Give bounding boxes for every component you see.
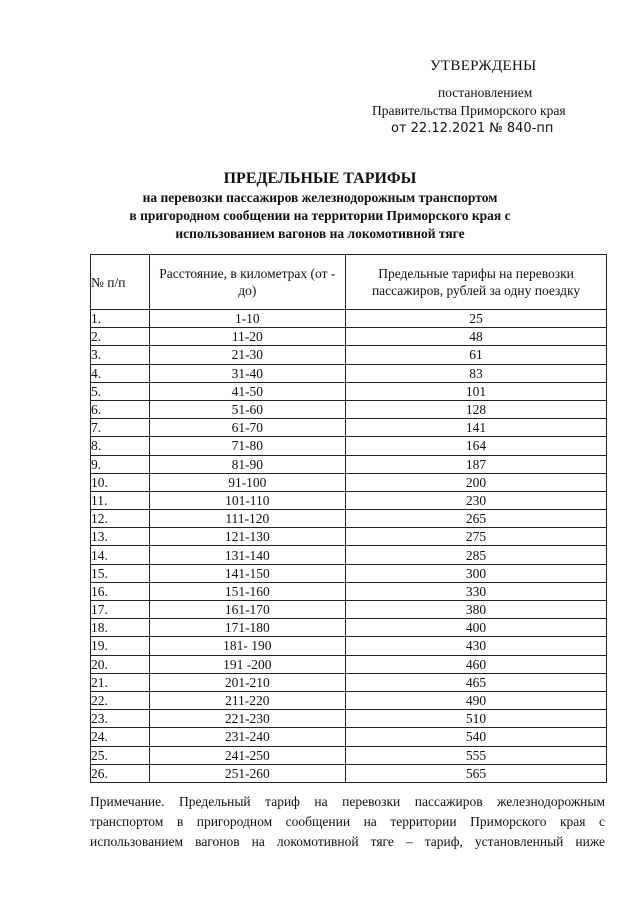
- cell-price: 128: [346, 400, 607, 418]
- cell-price: 200: [346, 473, 607, 491]
- cell-num: 24.: [91, 728, 150, 746]
- cell-price: 490: [346, 691, 607, 709]
- tariff-table: [90, 254, 607, 783]
- cell-price: 275: [346, 528, 607, 546]
- table-row: [91, 382, 607, 400]
- cell-num: 26.: [91, 764, 150, 782]
- cell-num: 14.: [91, 546, 150, 564]
- header-price: Предельные тарифы на перевозки пассажиров, рублей за одну поездку: [346, 255, 607, 310]
- header-num: № п/п: [91, 255, 150, 310]
- cell-distance: 51-60: [149, 400, 346, 418]
- cell-distance: 191 -200: [149, 655, 346, 673]
- cell-num: 22.: [91, 691, 150, 709]
- table-row: [91, 564, 607, 582]
- table-row: [91, 764, 607, 782]
- cell-num: 19.: [91, 637, 150, 655]
- cell-distance: 61-70: [149, 419, 346, 437]
- document-title: ПРЕДЕЛЬНЫЕ ТАРИФЫ: [223, 170, 417, 187]
- cell-num: 11.: [91, 491, 150, 509]
- cell-distance: 31-40: [149, 364, 346, 382]
- cell-distance: 121-130: [149, 528, 346, 546]
- table-row: [91, 637, 607, 655]
- table-row: [91, 619, 607, 637]
- cell-distance: 141-150: [149, 564, 346, 582]
- header-distance: Расстояние, в километрах (от - до): [149, 255, 346, 310]
- cell-price: 83: [346, 364, 607, 382]
- cell-price: 380: [346, 601, 607, 619]
- cell-num: 2.: [91, 328, 150, 346]
- cell-price: 101: [346, 382, 607, 400]
- document-subtitle-line-1: на перевозки пассажиров железнодорожным транспортом: [142, 190, 498, 205]
- table-row: [91, 364, 607, 382]
- approval-decree-number: от 22.12.2021 № 840-пп: [391, 121, 554, 136]
- table-row: [91, 491, 607, 509]
- cell-distance: 161-170: [149, 601, 346, 619]
- approval-title: УТВЕРЖДЕНЫ: [430, 58, 537, 74]
- cell-distance: 181- 190: [149, 637, 346, 655]
- table-row: [91, 746, 607, 764]
- cell-num: 16.: [91, 582, 150, 600]
- cell-num: 25.: [91, 746, 150, 764]
- table-row: [91, 473, 607, 491]
- table-row: [91, 601, 607, 619]
- cell-distance: 21-30: [149, 346, 346, 364]
- cell-distance: 81-90: [149, 455, 346, 473]
- table-row: [91, 655, 607, 673]
- cell-distance: 171-180: [149, 619, 346, 637]
- cell-price: 565: [346, 764, 607, 782]
- cell-distance: 91-100: [149, 473, 346, 491]
- cell-price: 430: [346, 637, 607, 655]
- table-row: [91, 691, 607, 709]
- cell-price: 540: [346, 728, 607, 746]
- cell-distance: 131-140: [149, 546, 346, 564]
- cell-distance: 241-250: [149, 746, 346, 764]
- cell-price: 61: [346, 346, 607, 364]
- cell-num: 17.: [91, 601, 150, 619]
- table-row: [91, 419, 607, 437]
- cell-num: 20.: [91, 655, 150, 673]
- table-row: [91, 546, 607, 564]
- cell-num: 6.: [91, 400, 150, 418]
- table-row: [91, 328, 607, 346]
- cell-price: 285: [346, 546, 607, 564]
- cell-distance: 111-120: [149, 510, 346, 528]
- note-line-2: транспортом в пригородном сообщении на территории Приморского края с: [90, 814, 605, 829]
- cell-distance: 231-240: [149, 728, 346, 746]
- cell-price: 25: [346, 310, 607, 328]
- cell-num: 7.: [91, 419, 150, 437]
- table-row: [91, 710, 607, 728]
- table-header-row: [91, 255, 607, 310]
- cell-num: 9.: [91, 455, 150, 473]
- table-row: [91, 728, 607, 746]
- table-row: [91, 346, 607, 364]
- cell-price: 510: [346, 710, 607, 728]
- cell-num: 23.: [91, 710, 150, 728]
- cell-price: 300: [346, 564, 607, 582]
- table-row: [91, 400, 607, 418]
- table-row: [91, 582, 607, 600]
- cell-price: 330: [346, 582, 607, 600]
- cell-distance: 221-230: [149, 710, 346, 728]
- cell-distance: 251-260: [149, 764, 346, 782]
- cell-distance: 101-110: [149, 491, 346, 509]
- cell-price: 164: [346, 437, 607, 455]
- cell-num: 13.: [91, 528, 150, 546]
- cell-num: 15.: [91, 564, 150, 582]
- cell-price: 265: [346, 510, 607, 528]
- cell-price: 141: [346, 419, 607, 437]
- table-row: [91, 310, 607, 328]
- cell-price: 400: [346, 619, 607, 637]
- cell-distance: 151-160: [149, 582, 346, 600]
- table-row: [91, 437, 607, 455]
- approval-line-1: постановлением: [438, 85, 533, 100]
- cell-distance: 201-210: [149, 673, 346, 691]
- cell-price: 230: [346, 491, 607, 509]
- cell-distance: 211-220: [149, 691, 346, 709]
- table-row: [91, 455, 607, 473]
- document-subtitle-line-3: использованием вагонов на локомотивной тяге: [175, 226, 465, 241]
- cell-price: 460: [346, 655, 607, 673]
- cell-num: 4.: [91, 364, 150, 382]
- cell-num: 21.: [91, 673, 150, 691]
- note-line-3: использованием вагонов на локомотивной тяге – тариф, установленный ниже: [90, 834, 605, 849]
- cell-num: 10.: [91, 473, 150, 491]
- note-paragraph: [90, 792, 605, 852]
- table-row: [91, 510, 607, 528]
- cell-price: 187: [346, 455, 607, 473]
- table-row: [91, 528, 607, 546]
- cell-num: 12.: [91, 510, 150, 528]
- document-subtitle-line-2: в пригородном сообщении на территории Приморского края с: [129, 208, 511, 223]
- cell-distance: 1-10: [149, 310, 346, 328]
- cell-distance: 41-50: [149, 382, 346, 400]
- cell-num: 1.: [91, 310, 150, 328]
- cell-price: 555: [346, 746, 607, 764]
- cell-distance: 11-20: [149, 328, 346, 346]
- approval-line-2: Правительства Приморского края: [372, 103, 566, 118]
- cell-num: 5.: [91, 382, 150, 400]
- table-row: [91, 673, 607, 691]
- cell-price: 48: [346, 328, 607, 346]
- cell-price: 465: [346, 673, 607, 691]
- cell-distance: 71-80: [149, 437, 346, 455]
- cell-num: 8.: [91, 437, 150, 455]
- cell-num: 18.: [91, 619, 150, 637]
- cell-num: 3.: [91, 346, 150, 364]
- note-line-1: Примечание. Предельный тариф на перевозки пассажиров железнодорожным: [90, 794, 605, 809]
